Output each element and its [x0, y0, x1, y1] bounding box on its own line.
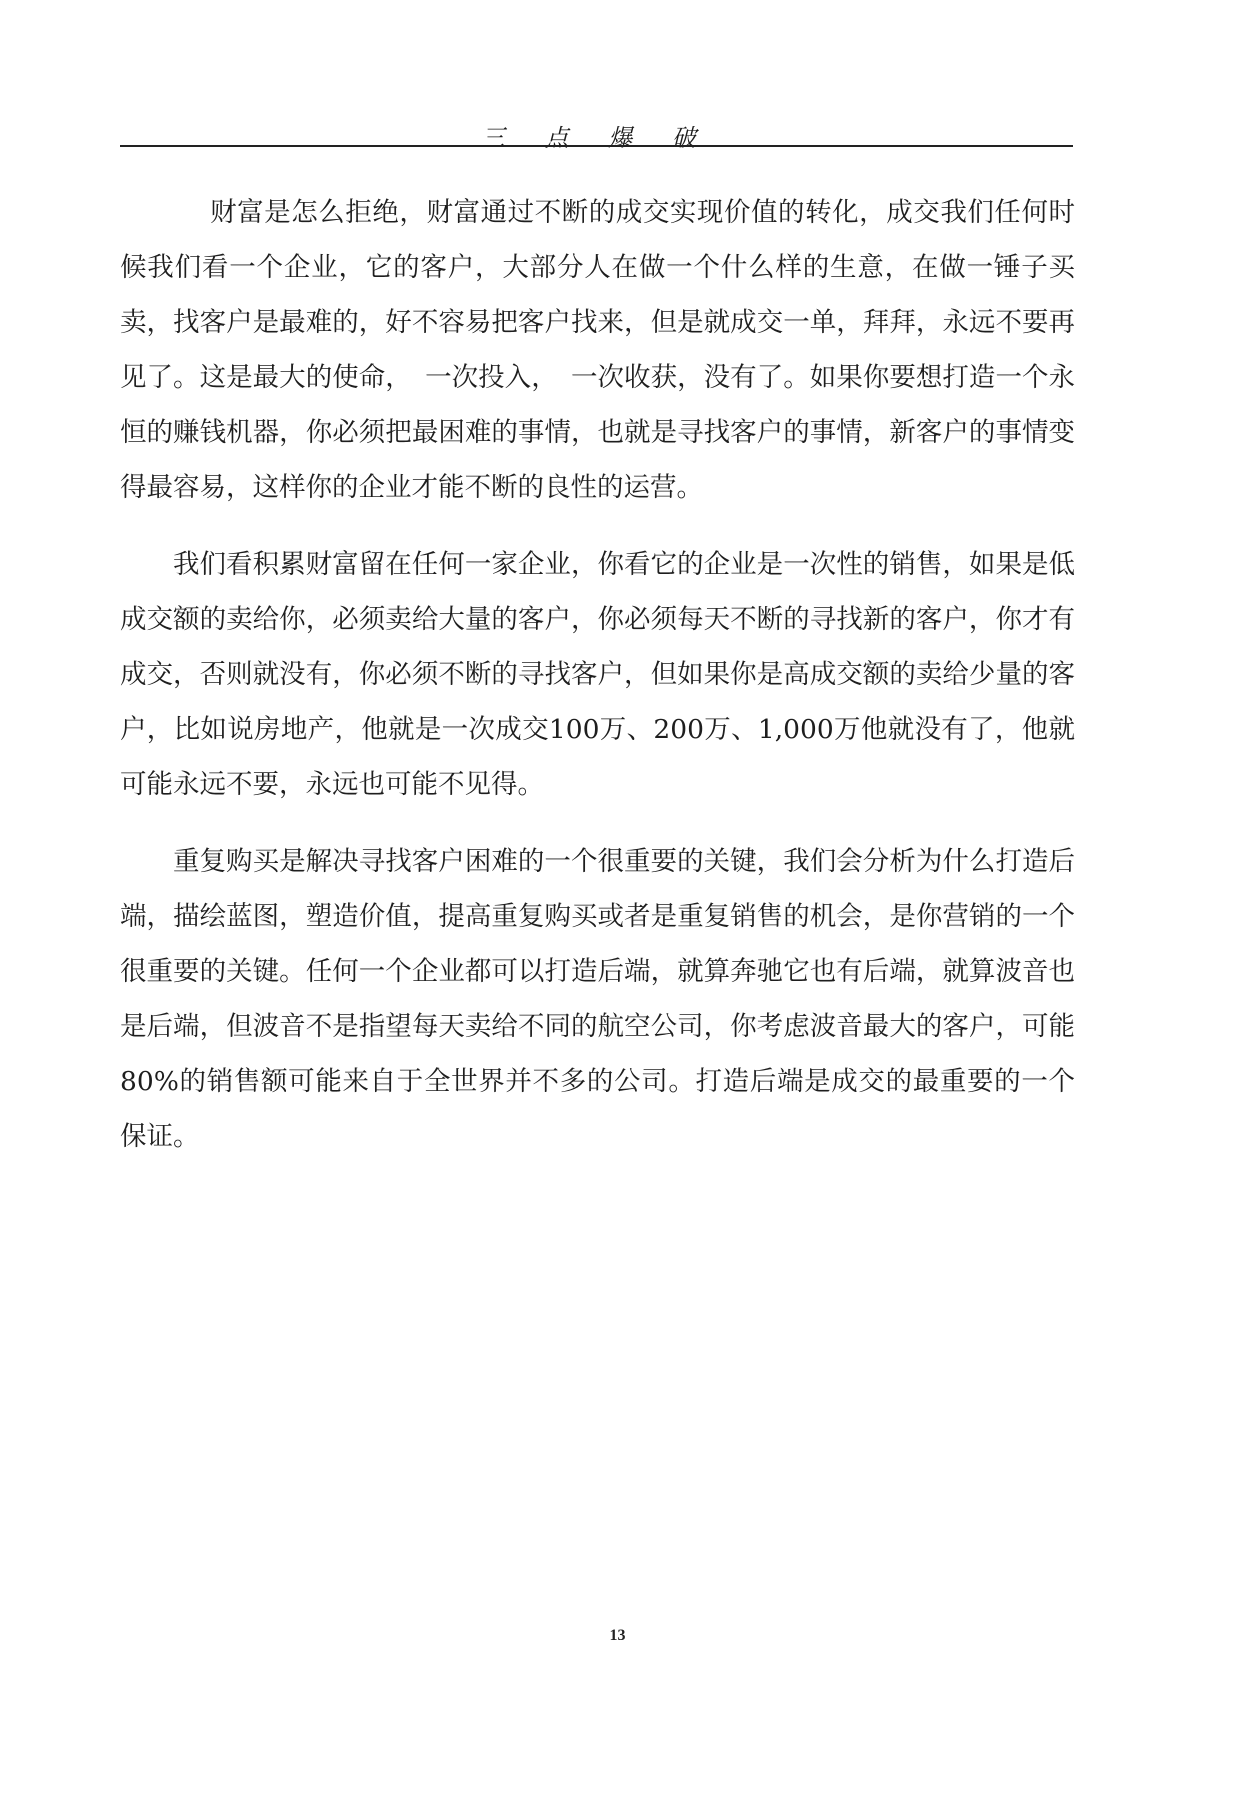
paragraph-3: 重复购买是解决寻找客户困难的一个很重要的关键，我们会分析为什么打造后端，描绘蓝图，塑造价值，提高重复购买或者是重复销售的机会，是你营销的一个很重要的关键。任何一个企业都可以打造后端，就算奔驰它也有后端，就算波音也是后端，但波音不是指望每天卖给不同的航空公司，你考虑波音最大的客户，可能80%的销售额可能来自于全世界并不多的公司。打造后端是成交的最重要的一个保证。: [120, 846, 1075, 1152]
running-header-title: 三 点 爆 破: [481, 124, 712, 152]
header-divider: [120, 145, 1073, 147]
paragraph-2: 我们看积累财富留在任何一家企业，你看它的企业是一次性的销售，如果是低成交额的卖给你，必须卖给大量的客户，你必须每天不断的寻找新的客户，你才有成交，否则就没有，你必须不断的寻找客户，但如果你是高成交额的卖给少量的客户，比如说房地产，他就是一次成交100万、200万、1,000万他就没有了，他就可能永远不要，永远也可能不见得。: [120, 549, 1075, 800]
paragraph-1: 财富是怎么拒绝，财富通过不断的成交实现价值的转化，成交我们任何时候我们看一个企业，它的客户，大部分人在做一个什么样的生意，在做一锤子买卖，找客户是最难的，好不容易把客户找来，但是就成交一单，拜拜，永远不要再见了。这是最大的使命， 一次投入， 一次收获，没有了。如果你要想打造一个永恒的赚钱机器，你必须把最困难的事情，也就是寻找客户的事情，新客户的事情变得最容易，这样你的企业才能不断的良性的运营。: [120, 197, 1075, 503]
body-text: [120, 185, 1075, 1164]
page-number: 13: [609, 1627, 626, 1644]
